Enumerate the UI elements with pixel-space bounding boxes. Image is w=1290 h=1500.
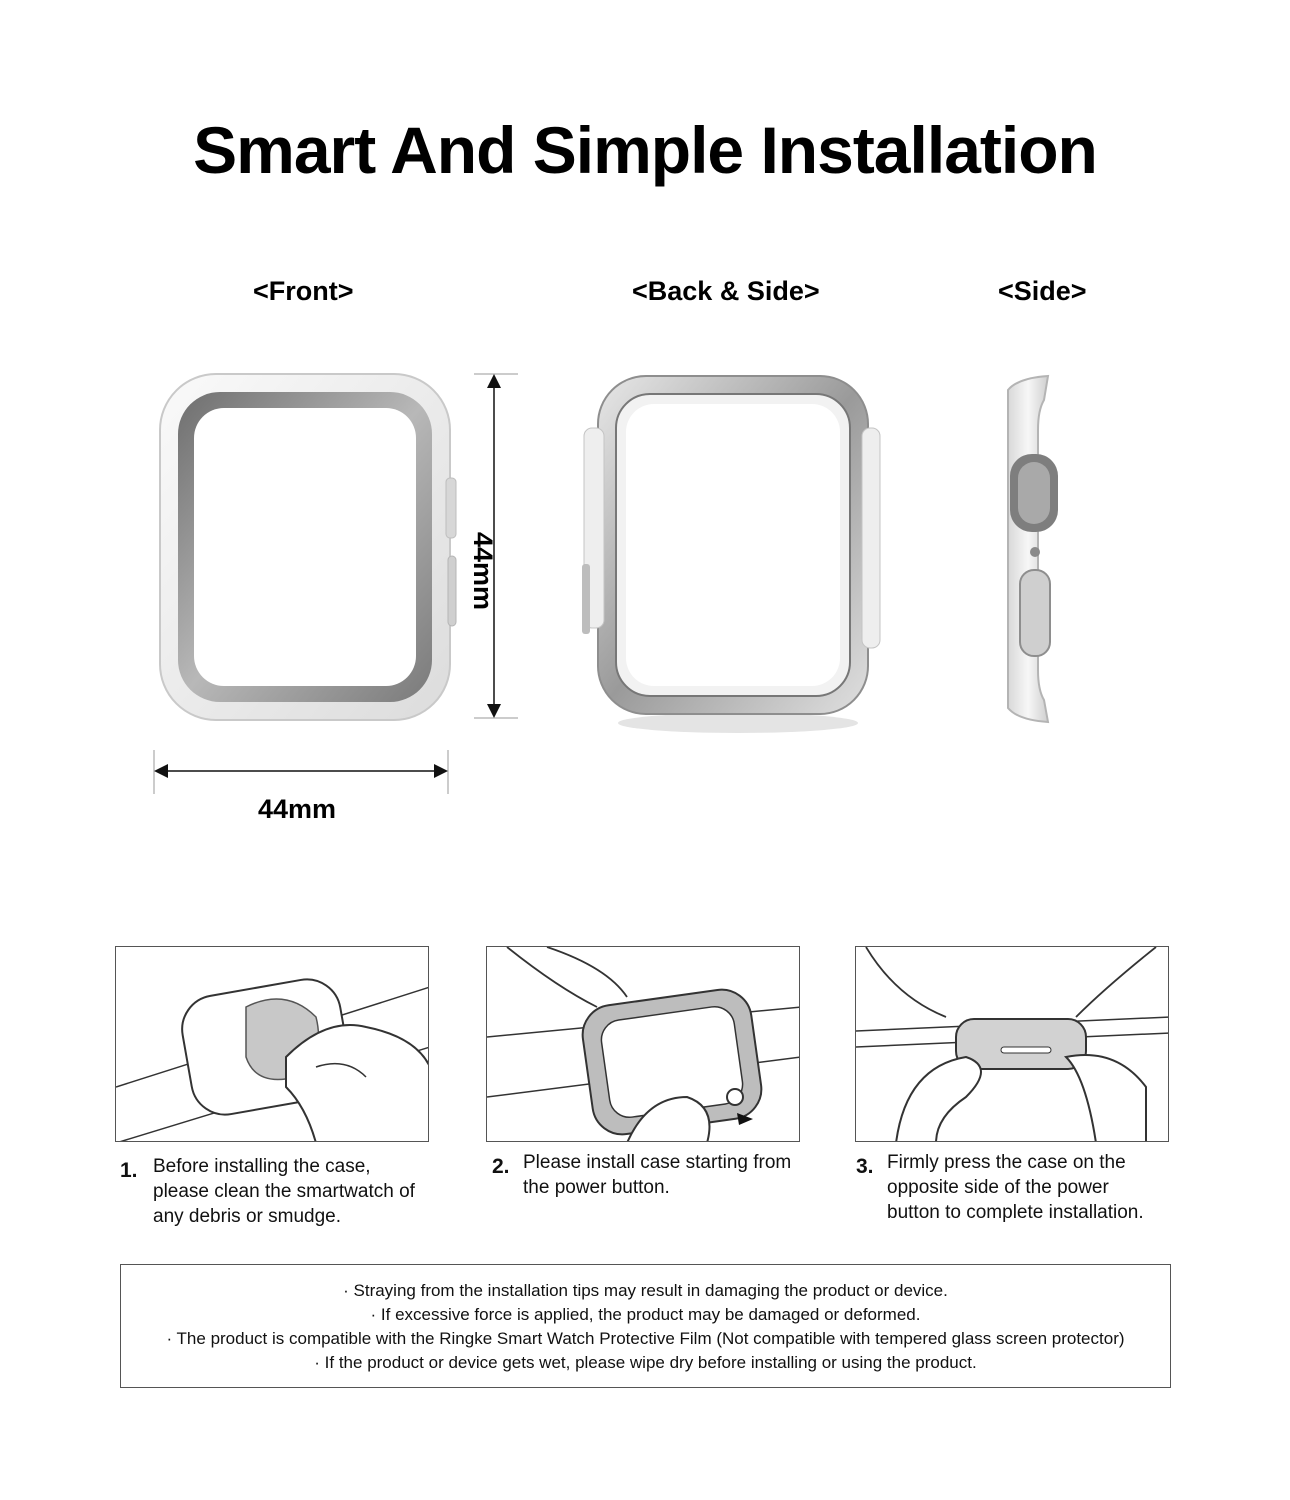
step-2-line-2: the power button. [523, 1177, 670, 1198]
step-3-line-3: button to complete installation. [887, 1202, 1144, 1223]
front-case-image [150, 360, 470, 740]
step-2-illustration [486, 946, 800, 1142]
front-view-label: <Front> [253, 276, 354, 306]
step-3-illustration [855, 946, 1169, 1142]
step-1-number: 1. [120, 1159, 138, 1182]
back-case-image [578, 368, 888, 738]
step-1-line-1: Before installing the case, [153, 1156, 371, 1177]
step-2-line-1: Please install case starting from [523, 1152, 792, 1173]
width-dimension-arrow [150, 750, 460, 800]
note-line: · Straying from the installation tips may result in damaging the product or device. [343, 1281, 948, 1300]
step-1-line-2: please clean the smartwatch of [153, 1181, 415, 1202]
step-3-number: 3. [856, 1155, 874, 1178]
step-3-line-1: Firmly press the case on the [887, 1152, 1126, 1173]
width-dimension-label: 44mm [258, 794, 337, 824]
height-dimension-label: 44mm [468, 532, 498, 611]
side-case-image [998, 370, 1068, 730]
note-line: · If the product or device gets wet, please wipe dry before installing or using the product. [314, 1353, 977, 1372]
step-1-illustration [115, 946, 429, 1142]
back-side-view-label: <Back & Side> [632, 276, 820, 306]
caution-notes-box [120, 1264, 1171, 1388]
step-1-line-3: any debris or smudge. [153, 1206, 341, 1227]
page-title: Smart And Simple Installation [193, 113, 1097, 187]
note-line: · The product is compatible with the Ringke Smart Watch Protective Film (Not compatible with tempered glass screen protector) [166, 1329, 1125, 1348]
step-2-number: 2. [492, 1155, 510, 1178]
note-line: · If excessive force is applied, the product may be damaged or deformed. [370, 1305, 921, 1324]
side-view-label: <Side> [998, 276, 1087, 306]
step-3-line-2: opposite side of the power [887, 1177, 1109, 1198]
